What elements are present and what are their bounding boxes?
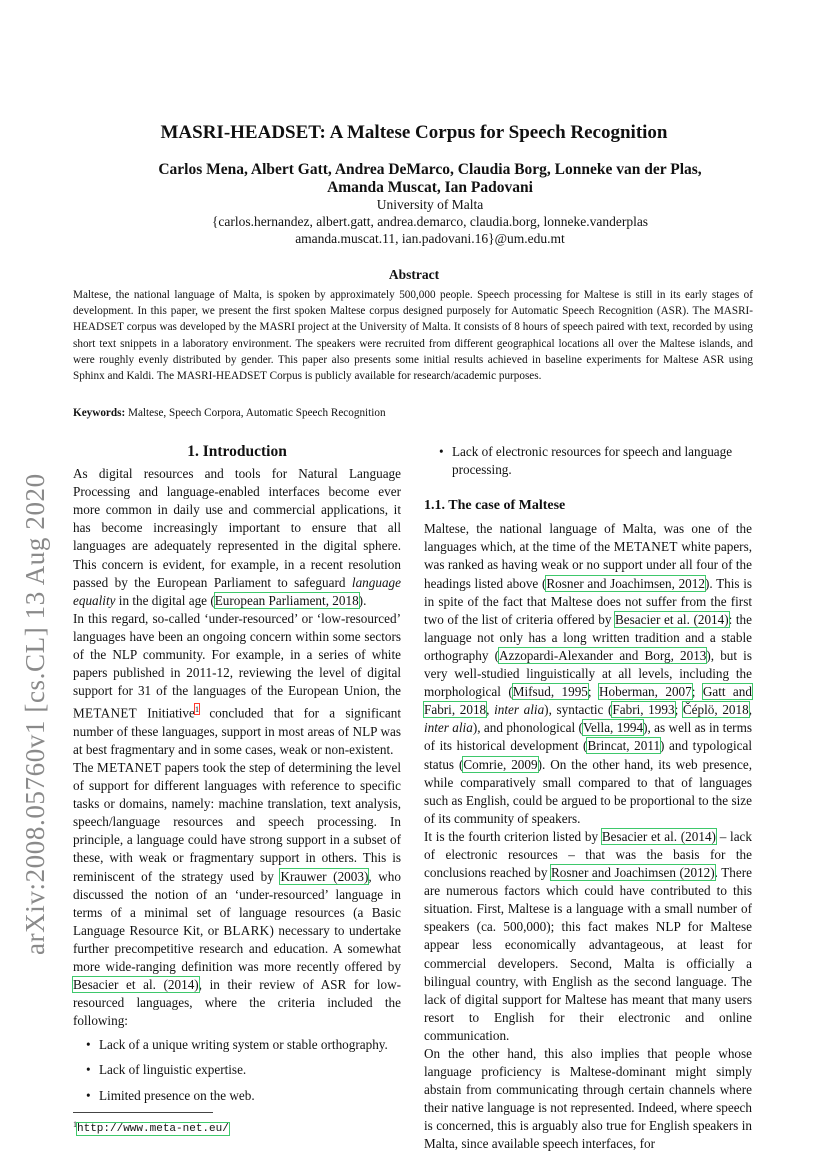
footnote-divider <box>73 1112 213 1113</box>
footnote-marker[interactable]: 1 <box>194 704 200 715</box>
abstract-heading: Abstract <box>388 267 440 282</box>
text-run: ). On the other hand, its web presence, while comparatively small compared to that of languages such as English, could be argued to be proportional to the size of its community of speakers. <box>424 756 753 826</box>
text-run: ; <box>691 684 703 700</box>
author-list <box>90 161 770 197</box>
affiliation-emails-1: {carlos.hernandez, albert.gatt, andrea.demarco, claudia.borg, lonneke.vanderplas <box>211 214 649 229</box>
list-item-text: Lack of linguistic expertise. <box>99 1062 247 1078</box>
keywords <box>73 407 753 419</box>
abstract-text: Maltese, the national language of Malta, is spoken by approximately 500,000 people. Speech processing for Maltese is still in its early stages of development. In this paper, we present the first spoken Maltese corpus designed purposely for Automatic Speech Recognition (ASR). The MASRI-HEADSET corpus was developed by the MASRI project at the University of Malta. It consists of 8 hours of speech paired with text, recorded by using short text snippets in a laboratory environment. The speakers were recruited from different geographical locations all over the Maltese islands, and were roughly evenly distributed by gender. This paper also presents some initial results achieved in baseline experiments for Maltese ASR using Sphinx and Kaldi. The MASRI-HEADSET Corpus is publicly available for research/academic purposes. <box>73 289 753 383</box>
intro-paragraph-1 <box>73 465 401 610</box>
text-run: . There are numerous factors which could have contributed to this situation. First, Maltese is a language with a small number of speakers (ca. 500,000); this fact makes NLP for Maltese appear less economically advantageous, at least for commercial developers. Second, Malta is officially a bilingual country, with English as the second language. The lack of digital support for Maltese has meant that many users resort to English for their electronic and online communication. <box>424 865 752 1043</box>
citation-link[interactable]: Besacier et al. (2014) <box>601 828 716 844</box>
text-run: , in their review of ASR for low-resourced languages, where the criteria included the following: <box>73 977 401 1029</box>
text-run: , who discussed the notion of an ‘under-resourced’ language in terms of a minimal set of language resources (a Basic Language Resource Kit, or <box>73 868 401 938</box>
affiliation-emails-2: amanda.muscat.11, ian.padovani.16}@um.edu.mt <box>295 231 565 246</box>
keywords-label: Keywords: <box>73 407 126 419</box>
arxiv-identifier[interactable]: arXiv:2008.05760v1 [cs.CL] 13 Aug 2020 <box>20 473 50 955</box>
footnote-number: 1 <box>73 1119 77 1129</box>
text-run: The <box>73 759 98 775</box>
text-run: ; <box>587 684 599 700</box>
small-caps-term: METANET <box>613 539 678 555</box>
text-run: papers took the step of determining the level of support for different languages with reference to specific tasks or domains, namely: machine translation, text analysis, speech/language resources and speech processing. In principle, a language could have strong support in a subset of these, with weak or fragmentary support in others. This is reminiscent of the strategy used by <box>73 759 401 884</box>
text-run: in the digital age ( <box>115 592 215 608</box>
citation-link[interactable]: Rosner and Joachimsen, 2012 <box>546 575 705 591</box>
intro-paragraph-2 <box>73 610 401 759</box>
keywords-text: Maltese, Speech Corpora, Automatic Speech Recognition <box>125 407 386 419</box>
text-run: ). This is in spite of the fact that Maltese does not suffer from the first two of the list of criteria offered by <box>424 575 752 627</box>
right-column <box>424 443 752 1154</box>
citation-link[interactable]: Brincat, 2011 <box>587 738 661 754</box>
footnote-url-link[interactable]: http://www.meta-net.eu/ <box>77 1123 229 1136</box>
citation-link[interactable]: Fabri, 1993 <box>612 702 675 718</box>
list-item-text: Limited presence on the web. <box>99 1087 255 1103</box>
text-run: As digital resources and tools for Natural Language Processing and language-enabled interfaces become ever more common in daily use and commercial applications, it has become increasingly important to ensure that all languages are adequately represented in the digital sphere. This concern is evident, for example, in a recent resolution passed by the European Parliament to safeguard <box>73 466 401 590</box>
text-run: concluded that for a significant number of these languages, support in most areas of NLP was at best fragmentary and in some cases, weak or non-existent. <box>73 705 401 757</box>
authors-line-2: Amanda Muscat, Ian Padovani <box>327 179 533 196</box>
section-heading-introduction: 1. Introduction <box>187 443 287 460</box>
maltese-paragraph-3: On the other hand, this also implies that people whose language proficiency is Maltese-dominant might simply abstain from communicating through certain channels where their native language is not represented. Indeed, where speech is concerned, this is arguably also true for English speakers in Malta, since available speech interfaces, for <box>424 1046 752 1152</box>
authors-line-1: Carlos Mena, Albert Gatt, Andrea DeMarco, Claudia Borg, Lonneke van der Plas, <box>158 161 702 178</box>
bullet-icon: • <box>86 1087 91 1103</box>
emphasis: inter alia <box>424 720 473 736</box>
text-run: white papers, was ranked as having weak or no support under all four of the headings listed above ( <box>424 539 753 591</box>
affiliation-org: University of Malta <box>376 197 484 212</box>
intro-paragraph-3 <box>73 759 401 1030</box>
citation-link[interactable]: Gatt and Fabri, 2018 <box>424 684 752 718</box>
bullet-icon: • <box>86 1062 91 1078</box>
text-run: ). <box>358 592 367 608</box>
citation-link[interactable]: Rosner and Joachimsen (2012) <box>551 865 715 881</box>
small-caps-term: METANET <box>97 759 162 775</box>
citation-link[interactable]: Besacier et al. (2014) <box>615 611 729 627</box>
text-run: ) necessary to undertake further precompetitive research and education. A somewhat more wide-ranging definition was more recently offered by <box>73 922 401 975</box>
list-item-text: Lack of a unique writing system or stable orthography. <box>99 1037 388 1053</box>
text-run: ; <box>674 702 683 718</box>
maltese-paragraph-2 <box>424 828 752 1045</box>
text-run: , <box>748 702 752 718</box>
criteria-list-continued <box>424 443 752 479</box>
citation-link[interactable]: Comrie, 2009 <box>463 756 538 772</box>
text-run: ), as well as in terms of its historical development ( <box>424 720 752 754</box>
small-caps-term: BLARK <box>223 922 270 938</box>
list-item <box>424 443 752 479</box>
emphasis: language equality <box>73 574 401 608</box>
text-run: Maltese, the national language of Malta, was one of the languages which, at the time of the <box>424 521 752 555</box>
citation-link[interactable]: Azzopardi-Alexander and Borg, 2013 <box>498 647 707 663</box>
citation-link[interactable]: European Parliament, 2018 <box>214 592 359 608</box>
text-run: : the language not only has a long written tradition and a stable orthography ( <box>424 611 752 663</box>
bullet-icon: • <box>439 444 444 459</box>
text-run: ) and typological status ( <box>424 738 753 772</box>
maltese-paragraph-1 <box>424 520 752 828</box>
list-item-text: Lack of electronic resources for speech and language processing. <box>452 444 733 478</box>
bullet-icon: • <box>86 1037 91 1053</box>
text-run: , <box>486 702 495 718</box>
text-run: ), syntactic ( <box>544 702 613 718</box>
text-run: – lack of electronic resources – that was the basis for the conclusions reached by <box>424 828 752 881</box>
emphasis: inter alia <box>494 702 545 718</box>
text-run: In this regard, so-called ‘under-resourced’ or ‘low-resourced’ languages have been an ongoing concern within some sectors of the NLP community. For example, in a series of white papers published in 2011-12, reviewing the level of digital support for 31 of the languages of the European Union, the <box>73 610 401 699</box>
subsection-heading-case-of-maltese: 1.1. The case of Maltese <box>424 498 566 514</box>
citation-link[interactable]: Vella, 1994 <box>582 720 644 736</box>
citation-link[interactable]: Čéplö, 2018 <box>682 702 749 718</box>
small-caps-term: METANET <box>73 705 138 721</box>
citation-link[interactable]: Krauwer (2003) <box>280 868 369 884</box>
left-column <box>73 443 401 1138</box>
list-item <box>73 1036 401 1054</box>
text-run: ), but is very well-studied linguistically at all levels, including the morphological ( <box>424 647 752 700</box>
text-run: ), and phonological ( <box>472 720 583 736</box>
citation-link[interactable]: Mifsud, 1995 <box>512 684 588 700</box>
citation-link[interactable]: Besacier et al. (2014) <box>73 977 199 993</box>
criteria-list <box>73 1036 401 1104</box>
footnote <box>73 1116 401 1139</box>
citation-link[interactable]: Hoberman, 2007 <box>598 684 692 700</box>
affiliation <box>90 196 770 247</box>
paper-title: MASRI-HEADSET: A Maltese Corpus for Speech Recognition <box>160 122 668 143</box>
list-item <box>73 1061 401 1079</box>
list-item <box>73 1087 401 1105</box>
text-run: It is the fourth criterion listed by <box>424 828 602 844</box>
text-run: Initiative <box>137 705 195 721</box>
